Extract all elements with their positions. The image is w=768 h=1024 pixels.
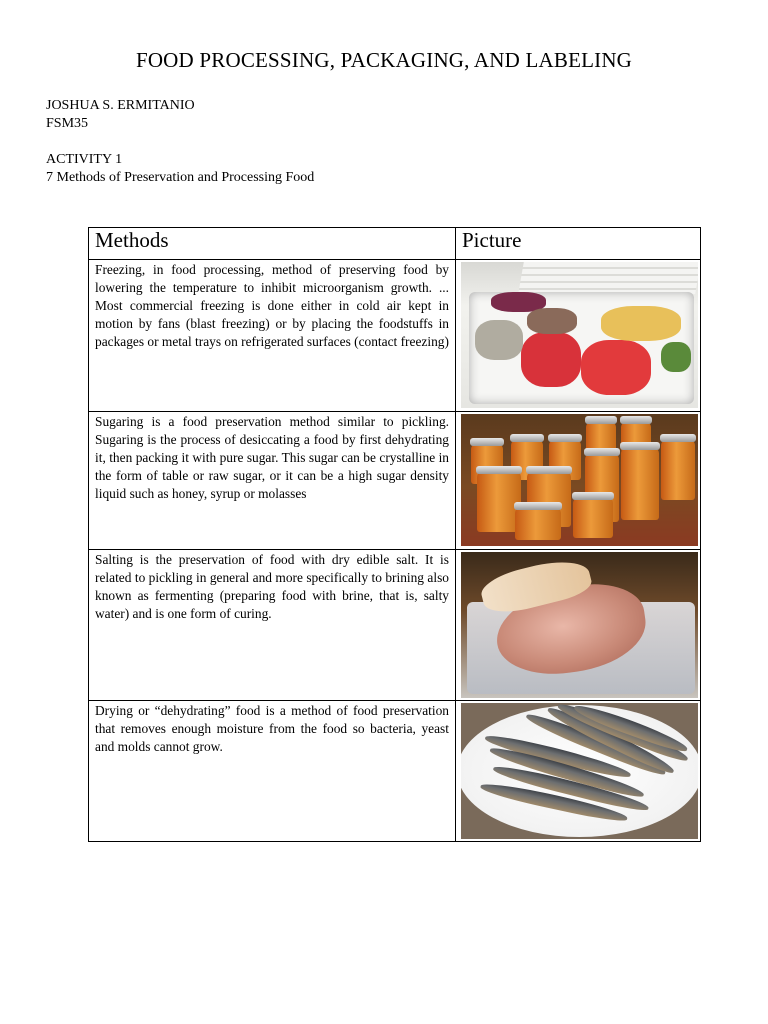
- method-sugaring-text: Sugaring is a food preservation method similar to pickling. Sugaring is the process of desiccating a food by first dehydrating it, then packing it with pure sugar. This sugar can be crystalline in the form of table or raw sugar, or it can be a high sugar density liquid such as honey, syrup or molasses: [89, 412, 456, 550]
- course-code: FSM35: [46, 116, 89, 131]
- table-header-row: [89, 228, 701, 260]
- jam-jars-photo: [461, 414, 698, 546]
- dried-fish-photo: [461, 703, 698, 839]
- salted-meat-photo: [461, 552, 698, 698]
- picture-cell: [456, 701, 701, 842]
- method-drying-text: Drying or “dehydrating” food is a method of food preservation that removes enough moisture from the food so bacteria, yeast and molds cannot grow.: [89, 701, 456, 842]
- methods-table: [88, 227, 701, 842]
- header-picture: Picture: [456, 228, 701, 260]
- method-salting-text: Salting is the preservation of food with dry edible salt. It is related to pickling in general and more specifically to brining also known as fermenting (preparing food with brine, that is, salty water) and is one form of curing.: [89, 550, 456, 701]
- table-row: [89, 550, 701, 701]
- table-row: [89, 412, 701, 550]
- document-title: FOOD PROCESSING, PACKAGING, AND LABELING: [135, 48, 633, 72]
- activity-subtitle: 7 Methods of Preservation and Processing Food: [46, 170, 315, 185]
- header-methods: Methods: [89, 228, 456, 260]
- activity-label: ACTIVITY 1: [46, 152, 123, 167]
- author-name: JOSHUA S. ERMITANIO: [46, 98, 195, 113]
- picture-cell: [456, 550, 701, 701]
- picture-cell: [456, 260, 701, 412]
- table-row: [89, 260, 701, 412]
- freezer-photo: [461, 262, 698, 408]
- table-row: [89, 701, 701, 842]
- method-freezing-text: Freezing, in food processing, method of preserving food by lowering the temperature to inhibit microorganism growth. ... Most commercial freezing is done either in cold air kept in motion by fans (blast freezing) or by placing the foodstuffs in packages or metal trays on refrigerated surfaces (contact freezing): [89, 260, 456, 412]
- picture-cell: [456, 412, 701, 550]
